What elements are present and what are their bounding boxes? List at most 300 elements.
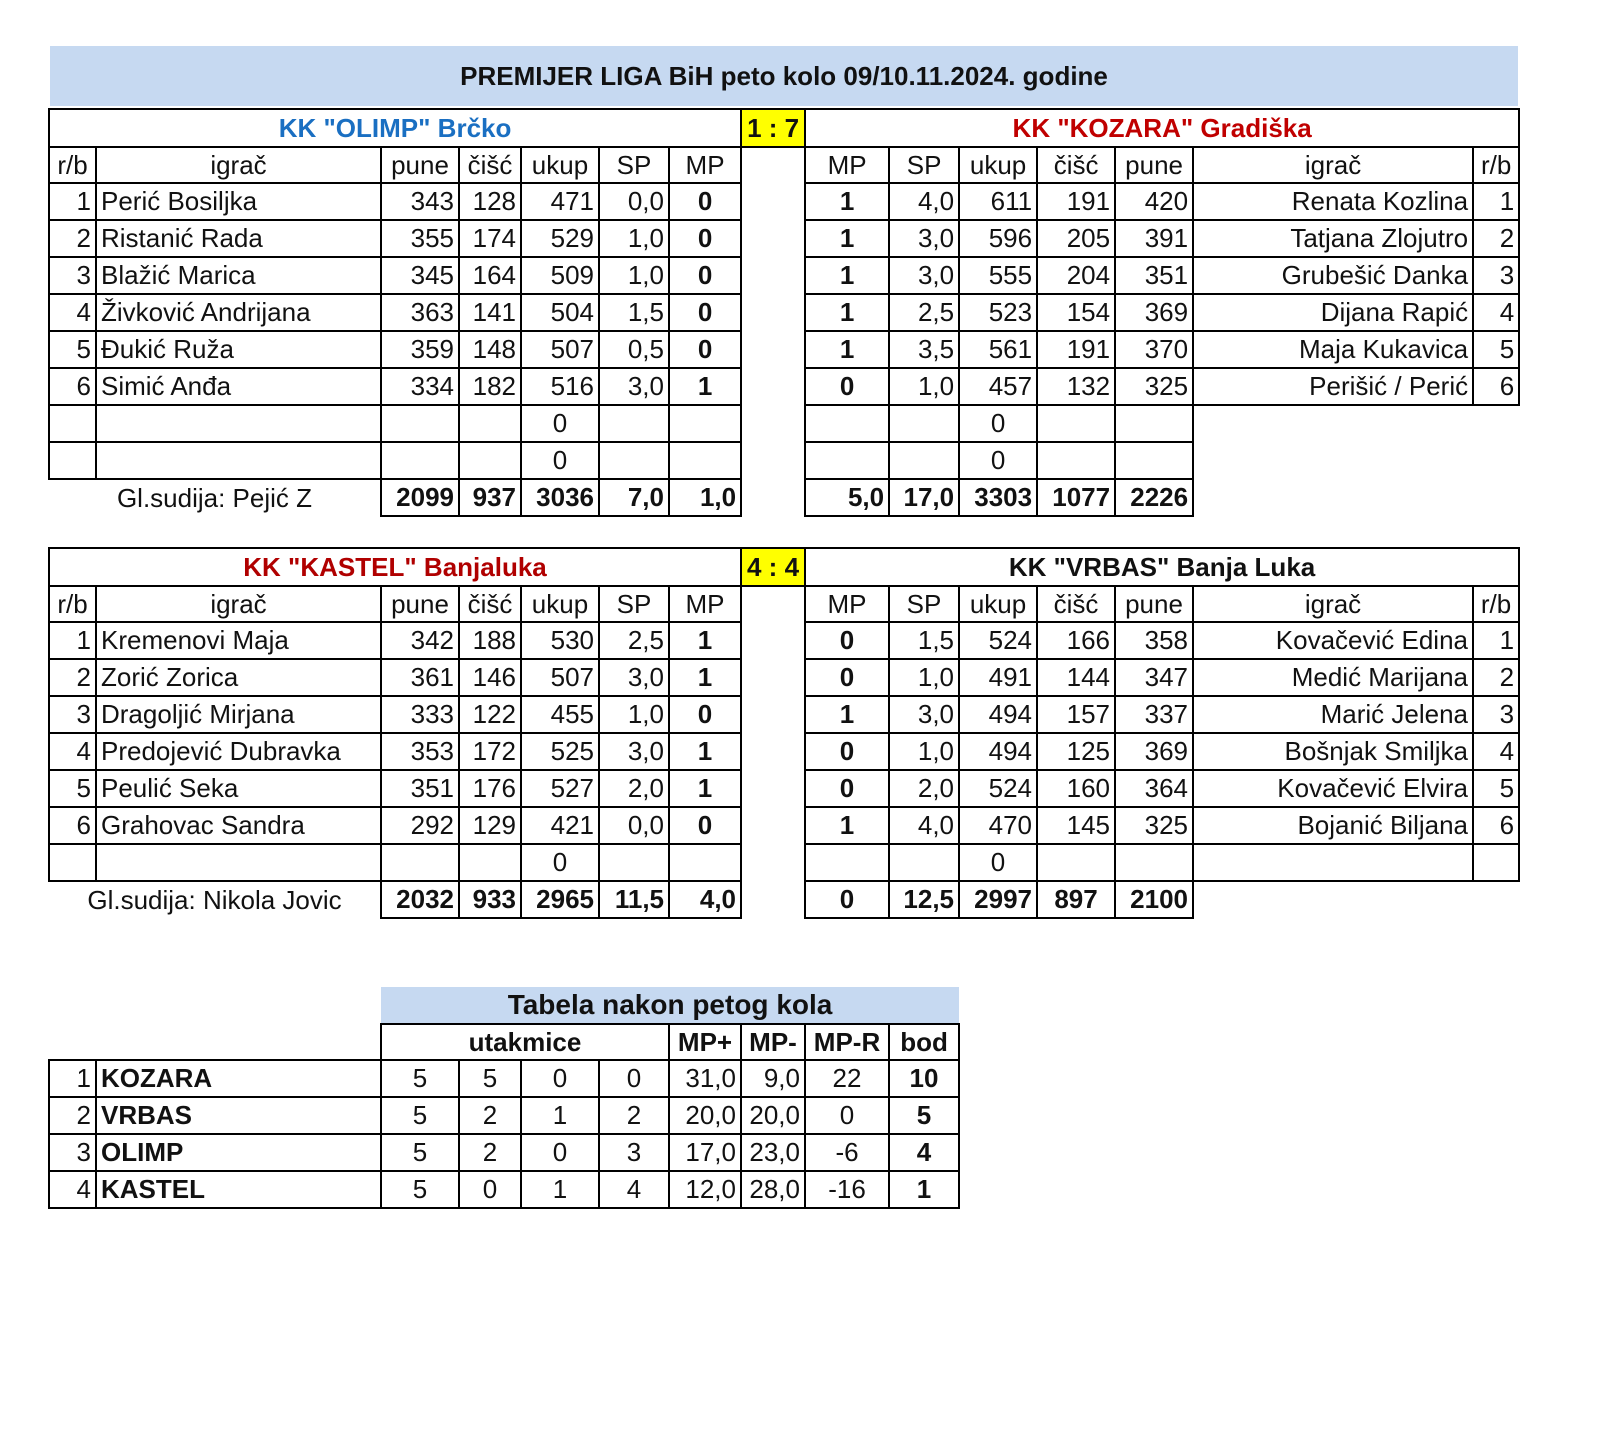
player-name: Bošnjak Smiljka <box>1193 733 1473 770</box>
col-header-ukup: ukup <box>521 147 599 183</box>
sp-cell <box>889 442 959 479</box>
col-header-mp: MP <box>669 147 741 183</box>
losses-cell: 3 <box>599 1134 669 1171</box>
standings-title: Tabela nakon petog kola <box>381 987 959 1024</box>
col-header-cisc: čišć <box>1037 147 1115 183</box>
player-name: Blažić Marica <box>96 257 381 294</box>
wins-cell: 0 <box>459 1171 521 1208</box>
total-away-cisc: 897 <box>1037 881 1115 918</box>
ukup-cell: 504 <box>521 294 599 331</box>
spacer <box>1193 881 1519 918</box>
mp-minus-cell: 28,0 <box>741 1171 805 1208</box>
pune-cell: 325 <box>1115 368 1193 405</box>
team-name: KOZARA <box>96 1060 381 1097</box>
col-header-player: igrač <box>1193 147 1473 183</box>
losses-cell: 0 <box>599 1060 669 1097</box>
spacer <box>741 183 805 220</box>
pune-cell: 358 <box>1115 622 1193 659</box>
cisc-cell: 164 <box>459 257 521 294</box>
rb-cell: 2 <box>49 659 96 696</box>
cisc-cell: 160 <box>1037 770 1115 807</box>
mp-r-cell: 22 <box>805 1060 889 1097</box>
cisc-cell <box>1037 405 1115 442</box>
pune-cell: 364 <box>1115 770 1193 807</box>
mp-plus-cell: 17,0 <box>669 1134 741 1171</box>
spacer <box>1193 479 1519 516</box>
sp-cell: 3,0 <box>599 368 669 405</box>
sp-cell: 0,5 <box>599 331 669 368</box>
pune-cell: 355 <box>381 220 459 257</box>
pune-cell: 391 <box>1115 220 1193 257</box>
rb-cell <box>49 405 96 442</box>
team-name: KASTEL <box>96 1171 381 1208</box>
mp-cell: 0 <box>669 807 741 844</box>
mp-cell: 1 <box>805 220 889 257</box>
cisc-cell: 125 <box>1037 733 1115 770</box>
cisc-cell: 146 <box>459 659 521 696</box>
pune-cell <box>381 844 459 881</box>
rb-cell: 4 <box>49 733 96 770</box>
ukup-cell: 457 <box>959 368 1037 405</box>
ukup-cell: 524 <box>959 622 1037 659</box>
mp-cell: 1 <box>805 807 889 844</box>
pune-cell <box>1115 442 1193 479</box>
games-cell: 5 <box>381 1097 459 1134</box>
cisc-cell: 174 <box>459 220 521 257</box>
cisc-cell: 122 <box>459 696 521 733</box>
ukup-cell: 470 <box>959 807 1037 844</box>
points-cell: 1 <box>889 1171 959 1208</box>
sp-cell: 3,5 <box>889 331 959 368</box>
mp-cell <box>669 442 741 479</box>
spacer <box>741 442 805 479</box>
rb-cell: 5 <box>49 331 96 368</box>
table-row <box>49 733 1519 770</box>
ukup-cell: 421 <box>521 807 599 844</box>
table-row <box>49 257 1519 294</box>
total-away-sp: 17,0 <box>889 479 959 516</box>
ukup-cell: 509 <box>521 257 599 294</box>
col-header-rb: r/b <box>49 586 96 622</box>
standings-table <box>48 987 960 1209</box>
rank-cell: 2 <box>49 1097 96 1134</box>
rb-cell: 1 <box>49 183 96 220</box>
cisc-cell: 157 <box>1037 696 1115 733</box>
col-header-pune: pune <box>1115 147 1193 183</box>
ukup-cell: 494 <box>959 696 1037 733</box>
team-name: VRBAS <box>96 1097 381 1134</box>
sp-cell: 1,0 <box>599 220 669 257</box>
table-row <box>49 770 1519 807</box>
pune-cell: 345 <box>381 257 459 294</box>
mp-minus-cell: 20,0 <box>741 1097 805 1134</box>
pune-cell: 342 <box>381 622 459 659</box>
cisc-cell: 129 <box>459 807 521 844</box>
pune-cell: 359 <box>381 331 459 368</box>
mp-r-cell: 0 <box>805 1097 889 1134</box>
player-name: Kovačević Edina <box>1193 622 1473 659</box>
spacer <box>741 147 805 183</box>
standings-row <box>49 1060 959 1097</box>
total-home-pune: 2099 <box>381 479 459 516</box>
rb-cell: 1 <box>1473 622 1519 659</box>
total-home-ukup: 2965 <box>521 881 599 918</box>
rb-cell <box>49 442 96 479</box>
rb-cell: 6 <box>1473 807 1519 844</box>
player-name: Bojanić Biljana <box>1193 807 1473 844</box>
sp-cell <box>599 442 669 479</box>
total-home-mp: 4,0 <box>669 881 741 918</box>
rb-cell: 5 <box>49 770 96 807</box>
games-cell: 5 <box>381 1060 459 1097</box>
player-name: Perišić / Perić <box>1193 368 1473 405</box>
player-name: Simić Anđa <box>96 368 381 405</box>
player-name: Peulić Seka <box>96 770 381 807</box>
player-name: Grubešić Danka <box>1193 257 1473 294</box>
rb-cell: 6 <box>1473 368 1519 405</box>
sp-cell: 0,0 <box>599 183 669 220</box>
table-row <box>49 844 1519 881</box>
ukup-cell: 0 <box>959 844 1037 881</box>
ukup-cell: 525 <box>521 733 599 770</box>
pune-cell: 292 <box>381 807 459 844</box>
total-away-mp: 0 <box>805 881 889 918</box>
player-name: Kremenovi Maja <box>96 622 381 659</box>
mp-cell: 0 <box>669 331 741 368</box>
ukup-cell: 455 <box>521 696 599 733</box>
sp-cell: 1,0 <box>599 257 669 294</box>
pune-cell: 347 <box>1115 659 1193 696</box>
cisc-cell: 145 <box>1037 807 1115 844</box>
mp-cell: 0 <box>805 368 889 405</box>
referee: Gl.sudija: Pejić Z <box>116 482 313 513</box>
pune-cell: 361 <box>381 659 459 696</box>
sp-cell: 1,0 <box>599 696 669 733</box>
pune-cell: 369 <box>1115 294 1193 331</box>
sp-cell: 1,5 <box>599 294 669 331</box>
rb-cell: 6 <box>49 807 96 844</box>
sp-cell: 2,0 <box>599 770 669 807</box>
col-header-cisc: čišć <box>1037 586 1115 622</box>
ukup-cell: 611 <box>959 183 1037 220</box>
sp-cell: 1,0 <box>889 733 959 770</box>
points-cell: 5 <box>889 1097 959 1134</box>
rb-cell: 3 <box>1473 696 1519 733</box>
spacer <box>741 622 805 659</box>
player-name: Živković Andrijana <box>96 294 381 331</box>
ukup-cell: 530 <box>521 622 599 659</box>
match-table-2 <box>48 547 1520 919</box>
spacer <box>741 294 805 331</box>
cisc-cell: 154 <box>1037 294 1115 331</box>
mp-cell: 0 <box>669 294 741 331</box>
ukup-cell: 0 <box>959 442 1037 479</box>
mp-cell: 0 <box>805 733 889 770</box>
cisc-cell: 132 <box>1037 368 1115 405</box>
rb-cell: 3 <box>1473 257 1519 294</box>
mp-cell <box>805 442 889 479</box>
draws-cell: 0 <box>521 1134 599 1171</box>
pune-cell <box>1115 844 1193 881</box>
spacer <box>741 220 805 257</box>
pune-cell: 334 <box>381 368 459 405</box>
sp-cell: 4,0 <box>889 807 959 844</box>
total-home-ukup: 3036 <box>521 479 599 516</box>
sp-cell: 1,5 <box>889 622 959 659</box>
pune-cell <box>381 442 459 479</box>
player-name: Dijana Rapić <box>1193 294 1473 331</box>
spacer <box>49 1024 381 1060</box>
col-header-sp: SP <box>889 586 959 622</box>
player-name: Perić Bosiljka <box>96 183 381 220</box>
player-name: Medić Marijana <box>1193 659 1473 696</box>
cisc-cell: 176 <box>459 770 521 807</box>
mp-cell: 0 <box>805 622 889 659</box>
player-name <box>96 405 381 442</box>
col-header-player: igrač <box>1193 586 1473 622</box>
total-away-ukup: 3303 <box>959 479 1037 516</box>
pune-cell: 369 <box>1115 733 1193 770</box>
col-header-mp: MP <box>805 586 889 622</box>
rank-cell: 4 <box>49 1171 96 1208</box>
col-header-player: igrač <box>96 586 381 622</box>
cisc-cell: 148 <box>459 331 521 368</box>
col-header-mp-plus: MP+ <box>669 1024 741 1060</box>
standings-row <box>49 1097 959 1134</box>
wins-cell: 2 <box>459 1134 521 1171</box>
mp-cell <box>669 844 741 881</box>
ukup-cell: 523 <box>959 294 1037 331</box>
rb-cell: 5 <box>1473 770 1519 807</box>
table-row <box>49 696 1519 733</box>
ukup-cell: 0 <box>521 844 599 881</box>
col-header-pune: pune <box>1115 586 1193 622</box>
mp-r-cell: -16 <box>805 1171 889 1208</box>
player-name <box>96 844 381 881</box>
ukup-cell: 524 <box>959 770 1037 807</box>
pune-cell: 351 <box>1115 257 1193 294</box>
spacer <box>741 257 805 294</box>
mp-cell: 1 <box>669 770 741 807</box>
rank-cell: 3 <box>49 1134 96 1171</box>
cisc-cell <box>459 405 521 442</box>
col-header-pune: pune <box>381 147 459 183</box>
table-row <box>49 659 1519 696</box>
player-name <box>1193 442 1473 479</box>
col-header-sp: SP <box>599 586 669 622</box>
mp-plus-cell: 12,0 <box>669 1171 741 1208</box>
draws-cell: 1 <box>521 1171 599 1208</box>
table-row <box>49 622 1519 659</box>
total-away-ukup: 2997 <box>959 881 1037 918</box>
col-header-rb: r/b <box>1473 147 1519 183</box>
games-cell: 5 <box>381 1134 459 1171</box>
cisc-cell: 204 <box>1037 257 1115 294</box>
table-row <box>49 405 1519 442</box>
col-header-mp-minus: MP- <box>741 1024 805 1060</box>
player-name: Kovačević Elvira <box>1193 770 1473 807</box>
match-score: 1 : 7 <box>741 109 805 147</box>
sp-cell <box>889 844 959 881</box>
points-cell: 10 <box>889 1060 959 1097</box>
sp-cell: 4,0 <box>889 183 959 220</box>
col-header-ukup: ukup <box>959 147 1037 183</box>
pune-cell: 420 <box>1115 183 1193 220</box>
spacer <box>49 987 381 1024</box>
ukup-cell: 527 <box>521 770 599 807</box>
cisc-cell: 191 <box>1037 183 1115 220</box>
rb-cell <box>49 844 96 881</box>
player-name: Ristanić Rada <box>96 220 381 257</box>
total-away-pune: 2100 <box>1115 881 1193 918</box>
draws-cell: 1 <box>521 1097 599 1134</box>
page-title: PREMIJER LIGA BiH peto kolo 09/10.11.2024. godine <box>50 46 1518 106</box>
ukup-cell: 516 <box>521 368 599 405</box>
mp-cell: 0 <box>669 257 741 294</box>
sp-cell: 3,0 <box>599 733 669 770</box>
ukup-cell: 0 <box>959 405 1037 442</box>
pune-cell: 370 <box>1115 331 1193 368</box>
total-home-sp: 11,5 <box>599 881 669 918</box>
mp-cell: 0 <box>805 770 889 807</box>
mp-cell: 0 <box>669 220 741 257</box>
mp-cell: 0 <box>805 659 889 696</box>
spacer <box>741 881 805 918</box>
rb-cell: 3 <box>49 696 96 733</box>
home-team-name: KK "OLIMP" Brčko <box>49 109 741 147</box>
rb-cell: 1 <box>49 622 96 659</box>
col-header-utakmice: utakmice <box>381 1024 669 1060</box>
home-team-name: KK "KASTEL" Banjaluka <box>49 548 741 586</box>
sp-cell: 2,5 <box>599 622 669 659</box>
spacer <box>741 770 805 807</box>
sp-cell: 0,0 <box>599 807 669 844</box>
col-header-rb: r/b <box>1473 586 1519 622</box>
table-row <box>49 294 1519 331</box>
pune-cell: 343 <box>381 183 459 220</box>
spacer <box>741 733 805 770</box>
total-away-mp: 5,0 <box>805 479 889 516</box>
mp-cell: 1 <box>805 331 889 368</box>
rb-cell: 2 <box>1473 659 1519 696</box>
sp-cell: 1,0 <box>889 659 959 696</box>
games-cell: 5 <box>381 1171 459 1208</box>
mp-r-cell: -6 <box>805 1134 889 1171</box>
spacer <box>741 696 805 733</box>
away-team-name: KK "KOZARA" Gradiška <box>805 109 1519 147</box>
cisc-cell <box>1037 442 1115 479</box>
cisc-cell: 172 <box>459 733 521 770</box>
player-name <box>1193 405 1473 442</box>
sp-cell <box>599 844 669 881</box>
table-row <box>49 807 1519 844</box>
sp-cell: 3,0 <box>889 257 959 294</box>
spacer <box>741 331 805 368</box>
standings-row <box>49 1134 959 1171</box>
mp-cell: 1 <box>805 183 889 220</box>
sp-cell: 3,0 <box>889 696 959 733</box>
pune-cell <box>1115 405 1193 442</box>
cisc-cell <box>459 442 521 479</box>
total-away-cisc: 1077 <box>1037 479 1115 516</box>
player-name: Dragoljić Mirjana <box>96 696 381 733</box>
standings-row <box>49 1171 959 1208</box>
mp-cell: 1 <box>805 257 889 294</box>
ukup-cell: 596 <box>959 220 1037 257</box>
total-home-cisc: 937 <box>459 479 521 516</box>
mp-cell <box>669 405 741 442</box>
match-score: 4 : 4 <box>741 548 805 586</box>
mp-plus-cell: 31,0 <box>669 1060 741 1097</box>
sp-cell: 3,0 <box>599 659 669 696</box>
cisc-cell: 191 <box>1037 331 1115 368</box>
pune-cell: 333 <box>381 696 459 733</box>
cisc-cell: 128 <box>459 183 521 220</box>
sp-cell <box>889 405 959 442</box>
cisc-cell: 182 <box>459 368 521 405</box>
sp-cell: 3,0 <box>889 220 959 257</box>
cisc-cell: 205 <box>1037 220 1115 257</box>
rb-cell: 2 <box>1473 220 1519 257</box>
rb-cell <box>1473 844 1519 881</box>
sp-cell: 2,5 <box>889 294 959 331</box>
mp-cell: 1 <box>805 696 889 733</box>
col-header-ukup: ukup <box>521 586 599 622</box>
rb-cell: 5 <box>1473 331 1519 368</box>
cisc-cell: 144 <box>1037 659 1115 696</box>
pune-cell <box>381 405 459 442</box>
mp-cell: 1 <box>669 622 741 659</box>
table-row <box>49 220 1519 257</box>
player-name: Renata Kozlina <box>1193 183 1473 220</box>
spacer <box>741 586 805 622</box>
pune-cell: 363 <box>381 294 459 331</box>
rb-cell: 2 <box>49 220 96 257</box>
player-name: Tatjana Zlojutro <box>1193 220 1473 257</box>
cisc-cell: 141 <box>459 294 521 331</box>
pune-cell: 351 <box>381 770 459 807</box>
total-away-pune: 2226 <box>1115 479 1193 516</box>
spacer <box>741 807 805 844</box>
rb-cell: 1 <box>1473 183 1519 220</box>
ukup-cell: 555 <box>959 257 1037 294</box>
spacer <box>741 659 805 696</box>
away-team-name: KK "VRBAS" Banja Luka <box>805 548 1519 586</box>
rb-cell <box>1473 442 1519 479</box>
ukup-cell: 0 <box>521 442 599 479</box>
cisc-cell: 166 <box>1037 622 1115 659</box>
cisc-cell: 188 <box>459 622 521 659</box>
total-away-sp: 12,5 <box>889 881 959 918</box>
ukup-cell: 491 <box>959 659 1037 696</box>
pune-cell: 337 <box>1115 696 1193 733</box>
col-header-cisc: čišć <box>459 147 521 183</box>
mp-cell: 1 <box>669 659 741 696</box>
spacer <box>741 479 805 516</box>
mp-cell <box>805 405 889 442</box>
sp-cell <box>599 405 669 442</box>
player-name: Đukić Ruža <box>96 331 381 368</box>
player-name: Predojević Dubravka <box>96 733 381 770</box>
sp-cell: 2,0 <box>889 770 959 807</box>
ukup-cell: 529 <box>521 220 599 257</box>
wins-cell: 2 <box>459 1097 521 1134</box>
table-row <box>49 183 1519 220</box>
referee: Gl.sudija: Nikola Jovic <box>87 884 342 915</box>
col-header-mp: MP <box>805 147 889 183</box>
mp-minus-cell: 9,0 <box>741 1060 805 1097</box>
losses-cell: 4 <box>599 1171 669 1208</box>
